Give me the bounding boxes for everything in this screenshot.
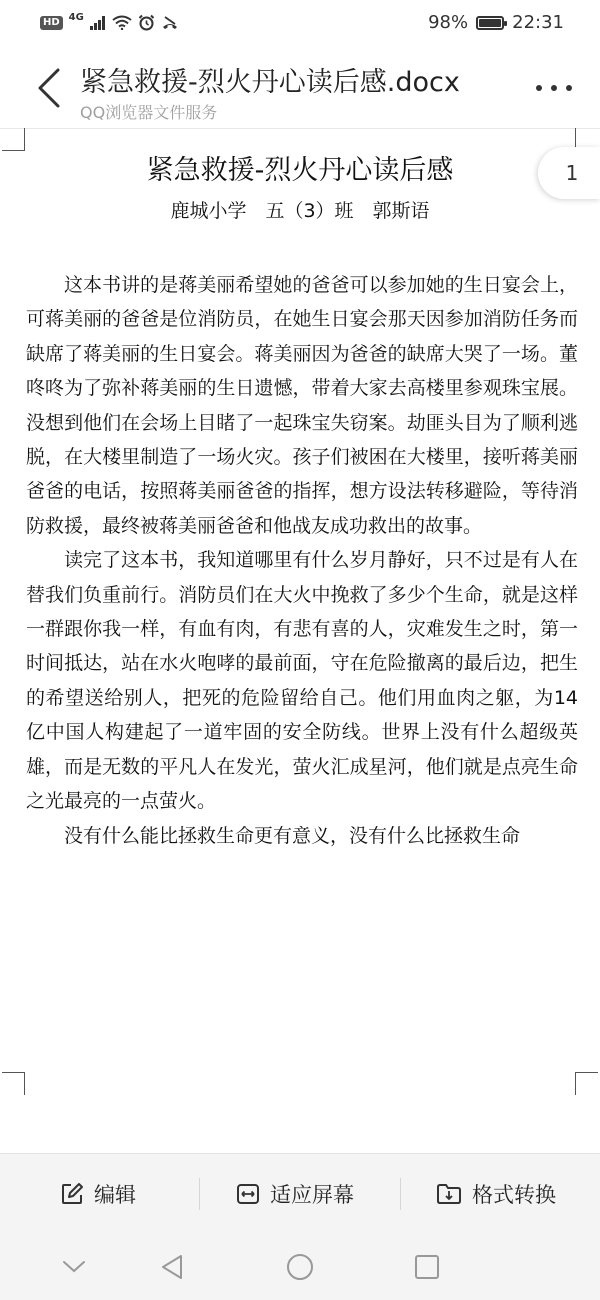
wifi-icon [112,15,132,30]
back-button[interactable] [30,66,70,110]
chevron-left-icon [30,66,70,110]
page-number-badge[interactable]: 1 [538,147,600,199]
nav-back-button[interactable] [154,1249,190,1285]
edit-icon [60,1182,84,1206]
format-convert-label: 格式转换 [472,1183,556,1207]
essay-heading: 紧急救援-烈火丹心读后感 [146,155,454,186]
document-title: 紧急救援-烈火丹心读后感.docx [80,67,460,98]
triangle-back-icon [159,1253,185,1281]
format-convert-button[interactable] [436,1154,556,1234]
battery-percent: 98% [428,12,469,33]
more-dot-icon [536,85,542,91]
alarm-icon [138,14,155,31]
nav-home-button[interactable] [282,1249,318,1285]
more-dot-icon [551,85,557,91]
crop-mark-bottom-right [575,1072,598,1095]
battery-icon [476,16,504,30]
clock: 22:31 [512,12,564,33]
status-bar [0,0,600,50]
toolbar-separator [199,1178,200,1210]
network-type: 4G [68,12,84,23]
square-recents-icon [414,1254,440,1280]
essay-paragraph: 这本书讲的是蒋美丽希望她的爸爸可以参加她的生日宴会上，可蒋美丽的爸爸是位消防员，在她生日宴会那天因参加消防任务而缺席了蒋美丽的生日宴会。蒋美丽因为爸爸的缺席大哭了一场。董咚咚为了弥补蒋美丽的生日遗憾，带着大家去高楼里参观珠宝展。没想到他们在会场上目睹了一起珠宝失窃案。劫匪头目为了顺利逃脱，在大楼里制造了一场火灾。孩子们被困在大楼里，接听蒋美丽爸爸的电话，按照蒋美丽爸爸的指挥，想方设法转移避险，等待消防救援，最终被蒋美丽爸爸和他战友成功救出的故事。 [26,274,578,537]
essay-paragraph: 读完了这本书，我知道哪里有什么岁月静好，只不过是有人在替我们负重前行。消防员们在大火中挽救了多少个生命，就是这样一群跟你我一样，有血有肉，有悲有喜的人，灾难发生之时，第一时间抵达，站在水火咆哮的最前面，守在危险撤离的最后边，把生的希望送给别人，把死的危险留给自己。他们用血肉之躯，为14亿中国人构建起了一道牢固的安全防线。世界上没有什么超级英雄，而是无数的平凡人在发光，萤火汇成星河，他们就是点亮生命之光最亮的一点萤火。 [26,549,578,813]
essay-body[interactable] [26,268,578,853]
circle-home-icon [285,1252,315,1282]
battery-fill [479,19,501,27]
toolbar-separator [400,1178,401,1210]
system-nav-bar [0,1233,600,1300]
edit-label: 编辑 [94,1183,136,1207]
fit-screen-button[interactable] [236,1154,354,1234]
more-options-button[interactable] [536,78,572,98]
status-icons-right [428,12,564,33]
chevron-down-icon [62,1260,86,1274]
bottom-toolbar [0,1153,600,1233]
fit-screen-icon [236,1182,260,1206]
crop-mark-bottom-left [2,1072,25,1095]
edit-button[interactable] [60,1154,136,1234]
status-icons-left [40,14,179,31]
title-divider [0,128,600,129]
more-dot-icon [566,85,572,91]
essay-author-line: 鹿城小学 五（3）班 郭斯语 [170,200,430,222]
signal-icon [90,16,106,30]
essay-paragraph: 没有什么能比拯救生命更有意义，没有什么比拯救生命 [64,824,521,847]
nav-collapse-button[interactable] [56,1249,92,1285]
document-source: QQ浏览器文件服务 [80,103,218,122]
fit-screen-label: 适应屏幕 [270,1183,354,1207]
folder-download-icon [436,1182,462,1206]
title-bar [0,50,600,128]
call-muted-icon [161,15,179,31]
nav-recents-button[interactable] [409,1249,445,1285]
hd-badge: HD [40,16,63,30]
